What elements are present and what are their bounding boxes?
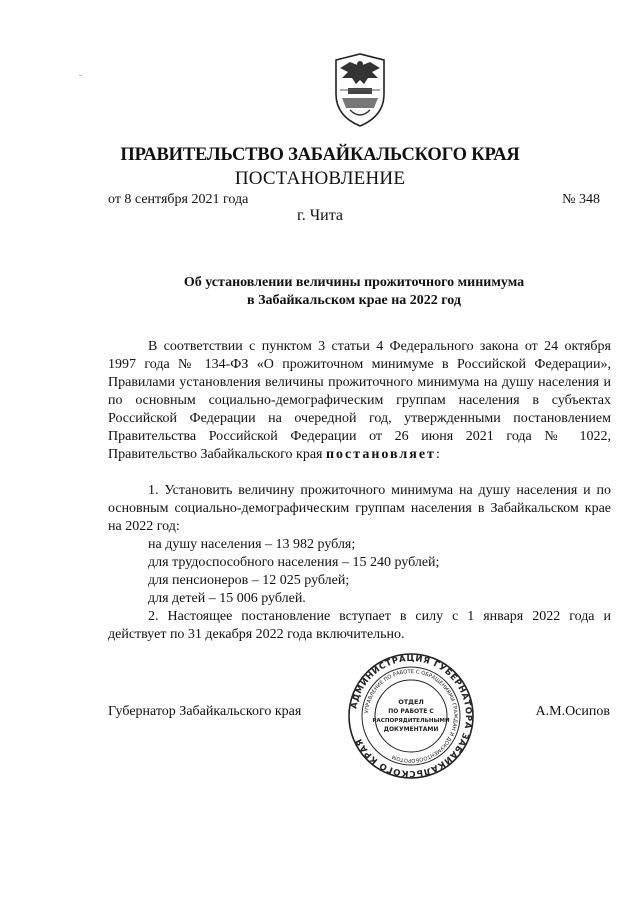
- resolves-colon: :: [435, 447, 440, 462]
- scan-mark: [79, 75, 82, 76]
- item-1-paragraph: 1. Установить величину прожиточного минимума на душу населения и по основным социально-демографическим группам населения в Забайкальском крае на 2022 год:: [108, 483, 611, 534]
- stamp-inner-text: УПРАВЛЕНИЕ ПО РАБОТЕ С ОБРАЩЕНИЯМИ ГРАЖДАН И ДОКУМЕНТООБОРОТОМ: [364, 668, 459, 764]
- stamp-center-line: ОТДЕЛ: [398, 698, 424, 706]
- list-item: на душу населения – 13 982 рубля;: [148, 537, 356, 552]
- stamp-center-line: ДОКУМЕНТАМИ: [383, 726, 439, 733]
- list-item: для пенсионеров – 12 025 рублей;: [148, 573, 350, 588]
- subject-line-1: Об установлении величины прожиточного минимума: [183, 275, 525, 290]
- government-title: ПРАВИТЕЛЬСТВО ЗАБАЙКАЛЬСКОГО КРАЯ: [120, 145, 520, 165]
- signatory-name: А.М.Осипов: [535, 704, 610, 719]
- preamble-paragraph: [108, 338, 611, 464]
- stamp-center-line: РАСПОРЯДИТЕЛЬНЫМИ: [372, 718, 450, 724]
- signatory-position: Губернатор Забайкальского края: [108, 704, 302, 719]
- document-number: № 348: [562, 192, 600, 207]
- official-stamp: [347, 652, 475, 780]
- preamble-text: В соответствии с пунктом 3 статьи 4 Федерального закона от 24 октября 1997 года № 134-ФЗ «О прожиточном минимуме в Российской Федерации», Правилами установления величины прожиточного минимума на душу населения и по основным социально-демографическим группам населения в субъектах Российской Федерации на очередной год, утвержденными постановлением Правительства Российской Федерации от 26 июня 2021 года № 1022, Правительство Забайкальского края: [108, 339, 611, 462]
- document-date: от 8 сентября 2021 года: [108, 192, 249, 207]
- stamp-outer-text: АДМИНИСТРАЦИЯ ГУБЕРНАТОРА ЗАБАЙКАЛЬСКОГО КРАЯ: [349, 653, 474, 779]
- document-city: г. Чита: [296, 207, 343, 224]
- resolves-word: постановляет: [325, 447, 436, 462]
- list-item: для детей – 15 006 рублей.: [148, 591, 306, 606]
- stamp-center-line: ПО РАБОТЕ С: [388, 708, 434, 715]
- document-type: ПОСТАНОВЛЕНИЕ: [234, 168, 406, 189]
- subject-line-2: в Забайкальском крае на 2022 год: [247, 293, 461, 308]
- document-body: [108, 338, 611, 644]
- coat-of-arms-icon: [328, 50, 392, 128]
- document-subject: [108, 274, 600, 310]
- item-2-paragraph: 2. Настоящее постановление вступает в силу с 1 января 2022 года и действует по 31 декабря 2022 года включительно.: [108, 609, 611, 642]
- list-item: для трудоспособного населения – 15 240 рублей;: [148, 555, 440, 570]
